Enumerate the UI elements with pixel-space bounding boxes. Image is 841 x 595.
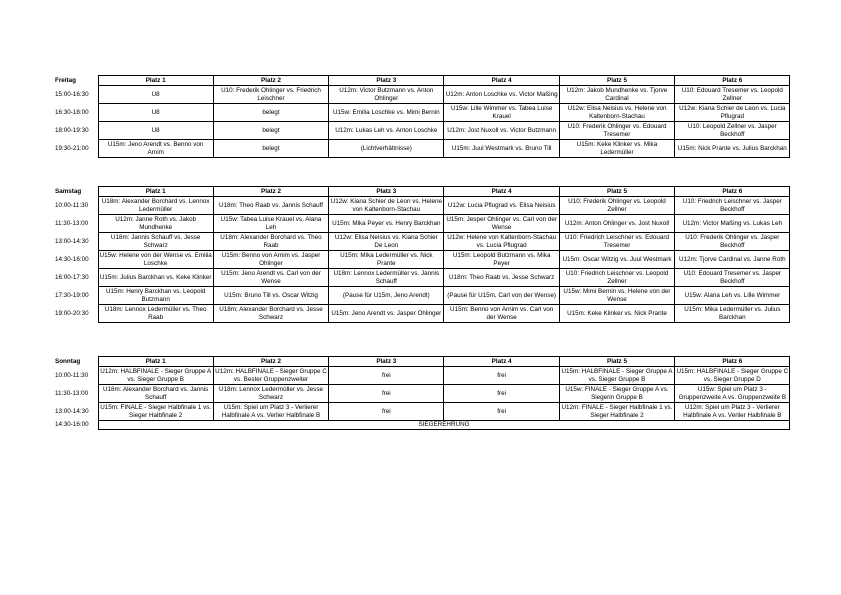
court-header: Platz 5 <box>559 187 674 197</box>
day-label: Sonntag <box>55 357 81 365</box>
court-header: Platz 1 <box>98 187 213 197</box>
match-cell: (Pause für U15m, Carl von der Wense) <box>444 287 559 305</box>
court-header: Platz 4 <box>444 357 559 367</box>
match-cell: U10: Friedrich Leischner vs. Edouard Tresemer <box>559 233 674 251</box>
match-cell: U10: Frederik Ohlinger vs. Jasper Beckhoff <box>675 233 790 251</box>
sunday-table <box>55 356 790 430</box>
match-cell: U10: Leopold Zellner vs. Jasper Beckhoff <box>675 122 790 140</box>
match-cell: U18m: Theo Raab vs. Jesse Schwarz <box>444 269 559 287</box>
match-cell: belegt <box>213 122 328 140</box>
court-header: Platz 5 <box>559 357 674 367</box>
match-cell: (Lichtverhältnisse) <box>329 140 444 158</box>
time-slot: 14:30-16:00 <box>55 421 89 429</box>
match-cell: U8 <box>98 86 213 104</box>
header-row <box>55 187 790 197</box>
match-cell: U12m: Tjorve Cardinal vs. Janne Roth <box>675 251 790 269</box>
award-ceremony-cell: SIEGEREHRUNG <box>98 421 790 430</box>
time-slot: 17:30-19:00 <box>55 291 89 299</box>
court-header: Platz 1 <box>98 76 213 86</box>
time-slot: 13:00-14:30 <box>55 407 89 415</box>
match-cell: U12m: Janne Roth vs. Jakob Mundhenke <box>98 215 213 233</box>
match-cell: U18m: Jannis Schauff vs. Jesse Schwarz <box>98 233 213 251</box>
match-cell: U12m: Anton Ohlinger vs. Jost Nuxoll <box>559 215 674 233</box>
match-cell: U15m: Keke Klinker vs. Mika Ledermüller <box>559 140 674 158</box>
match-cell: U12w: Elisa Neisius vs. Kiana Schier De Leon <box>329 233 444 251</box>
time-slot: 15:00-16:30 <box>55 90 89 98</box>
table-row <box>55 269 790 287</box>
court-header: Platz 4 <box>444 76 559 86</box>
match-cell: frei <box>329 367 444 385</box>
table-row <box>55 367 790 385</box>
friday-table <box>55 75 790 158</box>
table-row <box>55 215 790 233</box>
match-cell: U10: Edouard Tresemer vs. Jasper Beckhoff <box>675 269 790 287</box>
match-cell: U15m: Jeno Arendt vs. Jasper Ohlinger <box>329 305 444 323</box>
match-cell: U8 <box>98 104 213 122</box>
time-slot: 11:30-13:00 <box>55 389 89 397</box>
time-slot: 16:30-18:00 <box>55 108 89 116</box>
match-cell: U15m: Jeno Arendt vs. Carl von der Wense <box>213 269 328 287</box>
match-cell: frei <box>329 403 444 421</box>
match-cell: U15w: Tabea Luise Krauel vs. Alana Leh <box>213 215 328 233</box>
sunday-schedule <box>55 356 790 430</box>
match-cell: U12w: Kiana Schier de Leon vs. Lucia Pflugrad <box>675 104 790 122</box>
match-cell: U18m: Alexander Borchard vs. Jesse Schwarz <box>213 305 328 323</box>
match-cell: U12w: Lucia Pflugrad vs. Elisa Neisius <box>444 197 559 215</box>
match-cell: U10: Friedrich Leischner vs. Leopold Zellner <box>559 269 674 287</box>
match-cell: U15m: Mika Ledermüller vs. Julius Barckhan <box>675 305 790 323</box>
match-cell: (Pause für U15m, Jeno Arendt) <box>329 287 444 305</box>
match-cell: U15m: HALBFINALE - Sieger Gruppe A vs. Sieger Gruppe B <box>559 367 674 385</box>
match-cell: U15w: Alana Leh vs. Lille Wimmer <box>675 287 790 305</box>
match-cell: U15m: Mika Peyer vs. Henry Barckhan <box>329 215 444 233</box>
match-cell: U12w: Kiana Schier de Leon vs. Helene von Kaltenborn-Stachau <box>329 197 444 215</box>
table-row <box>55 122 790 140</box>
match-cell: U15w: Lille Wimmer vs. Tabea Luise Krauel <box>444 104 559 122</box>
friday-schedule <box>55 75 790 158</box>
match-cell: U15m: Oscar Witzig vs. Juul Westmark <box>559 251 674 269</box>
time-slot: 13:00-14:30 <box>55 237 89 245</box>
match-cell: U18m: Alexander Borchard vs. Lennox Ledermüller <box>98 197 213 215</box>
match-cell: U12m: Lukas Leh vs. Anton Loschke <box>329 122 444 140</box>
match-cell: frei <box>329 385 444 403</box>
match-cell: U15m: FINALE - Sieger Halbfinale 1 vs. Sieger Halbfinale 2 <box>98 403 213 421</box>
court-header: Platz 2 <box>213 76 328 86</box>
match-cell: U18m: Lennox Ledermüller vs. Jesse Schwarz <box>213 385 328 403</box>
match-cell: U12m: Spiel um Platz 3 - Verlierer Halbfinale A vs. Verlier Halbfinale B <box>675 403 790 421</box>
match-cell: U12m: HALBFINALE - Sieger Gruppe A vs. Sieger Gruppe B <box>98 367 213 385</box>
match-cell: U12m: Jost Nuxoll vs. Victor Butzmann <box>444 122 559 140</box>
match-cell: U8 <box>98 122 213 140</box>
match-cell: frei <box>444 367 559 385</box>
match-cell: U15m: Julius Barckhan vs. Keke Klinker <box>98 269 213 287</box>
court-header: Platz 6 <box>675 76 790 86</box>
match-cell: U15m: Jeno Arendt vs. Benno von Arnim <box>98 140 213 158</box>
match-cell: U15m: Leopold Butzmann vs. Mika Peyer <box>444 251 559 269</box>
time-slot: 18:00-19:30 <box>55 126 89 134</box>
match-cell: U12w: Helene von Kaltenborn-Stachau vs. Lucia Pflugrad <box>444 233 559 251</box>
day-label: Freitag <box>55 76 76 84</box>
court-header: Platz 2 <box>213 187 328 197</box>
match-cell: U15m: Jesper Ohlinger vs. Carl von der Wense <box>444 215 559 233</box>
match-cell: U15w: Helene von der Wense vs. Emilia Loschke <box>99 251 212 267</box>
match-cell: U10: Friedrich Leischner vs. Jasper Beckhoff <box>675 197 790 215</box>
table-row <box>55 197 790 215</box>
match-cell: U10: Edouard Tresemer vs. Leopold Zellner <box>675 86 790 104</box>
time-slot: 10:00-11:30 <box>55 201 89 209</box>
match-cell: U18m: Alexander Borchard vs. Theo Raab <box>213 233 328 251</box>
match-cell: U10: Frederik Ohlinger vs. Friedrich Leischner <box>213 86 328 104</box>
match-cell: U15m: Henry Barckhan vs. Leopold Butzmann <box>98 287 213 305</box>
table-row <box>55 140 790 158</box>
match-cell: frei <box>444 403 559 421</box>
table-row <box>55 403 790 421</box>
match-cell: U12m: FINALE - Sieger Halbfinale 1 vs. Sieger Halbfinale 2 <box>559 403 674 421</box>
table-row <box>55 305 790 323</box>
match-cell: U18m: Lennox Ledermüller vs. Theo Raab <box>98 305 213 323</box>
match-cell: U15w: Mimi Bernin vs. Helene von der Wense <box>559 287 674 305</box>
match-cell: U15w: Spiel um Platz 3 - Gruppenzweite A vs. Gruppenzweite B <box>675 385 790 403</box>
time-slot: 14:30-16:00 <box>55 255 89 263</box>
match-cell: U10: Frederik Ohlinger vs. Edouard Tresemer <box>559 122 674 140</box>
match-cell: U15m: Spiel um Platz 3 - Verlierer Halbfinale A vs. Verlier Halbfinale B <box>213 403 328 421</box>
court-header: Platz 4 <box>444 187 559 197</box>
table-row <box>55 86 790 104</box>
time-slot: 19:00-20:30 <box>55 309 89 317</box>
court-header: Platz 6 <box>675 357 790 367</box>
court-header: Platz 3 <box>329 76 444 86</box>
match-cell: belegt <box>213 104 328 122</box>
header-row <box>55 357 790 367</box>
court-header: Platz 1 <box>98 357 213 367</box>
match-cell: U15m: Juul Westmark vs. Bruno Till <box>444 140 559 158</box>
saturday-table <box>55 186 790 323</box>
court-header: Platz 2 <box>213 357 328 367</box>
time-slot: 11:30-13:00 <box>55 219 89 227</box>
closing-row <box>55 421 790 430</box>
match-cell: U18m: Lennox Ledermüller vs. Jannis Schauff <box>329 269 444 287</box>
match-cell: U15m: Benno von Arnim vs. Carl von der Wense <box>444 305 559 323</box>
table-row <box>55 104 790 122</box>
court-header: Platz 3 <box>329 357 444 367</box>
court-header: Platz 3 <box>329 187 444 197</box>
match-cell: U15w: Emilia Loschke vs. Mimi Bernin <box>329 104 444 122</box>
court-header: Platz 5 <box>559 76 674 86</box>
court-header: Platz 6 <box>675 187 790 197</box>
match-cell: U15m: Bruno Till vs. Oscar Witzig <box>213 287 328 305</box>
match-cell: U15m: Mika Ledermüller vs. Nick Prante <box>329 251 444 269</box>
match-cell: U15m: Keke Klinker vs. Nick Prante <box>559 305 674 323</box>
match-cell: U10: Frederik Ohlinger vs. Leopold Zellner <box>559 197 674 215</box>
header-row <box>55 76 790 86</box>
match-cell: U15m: HALBFINALE - Sieger Gruppe C vs. Sieger Gruppe D <box>676 367 789 383</box>
match-cell: U12m: Victor Maßing vs. Lukas Leh <box>675 215 790 233</box>
match-cell: U12m: Victor Butzmann vs. Anton Ohlinger <box>329 86 444 104</box>
match-cell: U15w: FINALE - Sieger Gruppe A vs. Siegerin Gruppe B <box>559 385 674 403</box>
match-cell: U12m: Jakob Mundhenke vs. Tjorve Cardinal <box>559 86 674 104</box>
match-cell: belegt <box>213 140 328 158</box>
table-row <box>55 287 790 305</box>
match-cell: U12m: Anton Loschke vs. Victor Maßing <box>444 86 559 104</box>
time-slot: 10:00-11:30 <box>55 371 89 379</box>
time-slot: 19:30-21:00 <box>55 144 89 152</box>
table-row <box>55 385 790 403</box>
match-cell: frei <box>444 385 559 403</box>
day-label: Samstag <box>55 187 82 195</box>
table-row <box>55 251 790 269</box>
time-slot: 16:00-17:30 <box>55 273 89 281</box>
match-cell: U15m: Nick Prante vs. Julius Barckhan <box>675 140 790 158</box>
match-cell: U12w: Elisa Neisius vs. Helene von Kaltenborn-Stachau <box>559 104 674 122</box>
table-row <box>55 233 790 251</box>
saturday-schedule <box>55 186 790 323</box>
match-cell: U18m: Theo Raab vs. Jannis Schauff <box>213 197 328 215</box>
match-cell: U12m: HALBFINALE - Sieger Gruppe C vs. Bester Gruppenzweiter <box>215 367 327 383</box>
match-cell: U18m: Alexander Borchard vs. Jannis Schauff <box>98 385 213 403</box>
match-cell: U15m: Benno von Arnim vs. Jasper Ohlinger <box>213 251 328 269</box>
